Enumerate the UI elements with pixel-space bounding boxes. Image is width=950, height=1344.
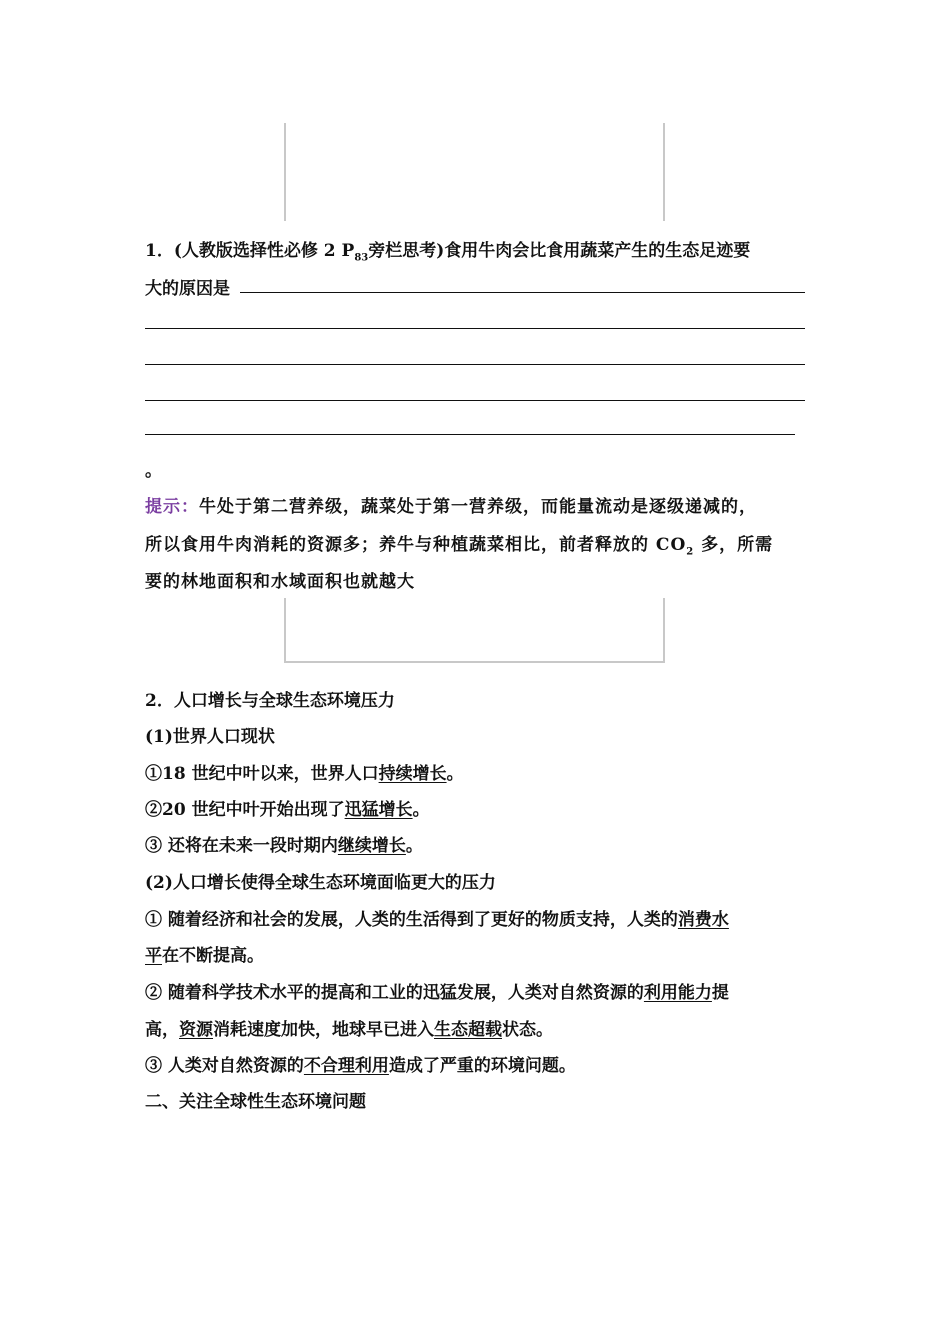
part2-title: (2)人口增长使得全球生态环境面临更大的压力 — [145, 873, 496, 893]
part2-item1-line2: 平在不断提高。 — [145, 946, 264, 966]
answer-blank-1[interactable] — [240, 292, 805, 293]
part2-item2-line1: ② 随着科学技术水平的提高和工业的迅猛发展，人类对自然资源的利用能力提 — [145, 983, 729, 1003]
q1-end-mark: 。 — [145, 461, 162, 481]
q1-line2: 大的原因是 — [145, 279, 230, 299]
part1-item1: ①18 世纪中叶以来，世界人口持续增长。 — [145, 764, 464, 784]
part1-item3: ③ 还将在未来一段时期内继续增长。 — [145, 836, 423, 856]
section3-title: 二、关注全球性生态环境问题 — [145, 1092, 366, 1112]
answer-blank-5[interactable] — [145, 434, 795, 435]
hint-line1: 提示：牛处于第二营养级，蔬菜处于第一营养级，而能量流动是逐级递减的， — [145, 497, 757, 517]
q1-line1: 1．(人教版选择性必修 2 $P_{83}$旁栏思考)食用牛肉会比食用蔬菜产生的生态足迹要 — [145, 241, 751, 264]
frame-bottom — [284, 598, 665, 663]
part2-item3: ③ 人类对自然资源的不合理利用造成了严重的环境问题。 — [145, 1056, 576, 1076]
part1-title: (1)世界人口现状 — [145, 727, 275, 747]
section2-title: 2．人口增长与全球生态环境压力 — [145, 691, 395, 711]
frame-top — [284, 123, 665, 221]
hint-label: 提示： — [145, 497, 199, 517]
hint-line2: 所以食用牛肉消耗的资源多；养牛与种植蔬菜相比，前者释放的 $CO_2$ 多，所需 — [145, 535, 774, 558]
answer-blank-4[interactable] — [145, 400, 805, 401]
hint-line3: 要的林地面积和水域面积也就越大 — [145, 572, 415, 592]
part2-item2-line2: 高，资源消耗速度加快，地球早已进入生态超载状态。 — [145, 1020, 553, 1040]
answer-blank-3[interactable] — [145, 364, 805, 365]
answer-blank-2[interactable] — [145, 328, 805, 329]
part2-item1-line1: ① 随着经济和社会的发展，人类的生活得到了更好的物质支持，人类的消费水 — [145, 910, 729, 930]
part1-item2: ②20 世纪中叶开始出现了迅猛增长。 — [145, 800, 430, 820]
